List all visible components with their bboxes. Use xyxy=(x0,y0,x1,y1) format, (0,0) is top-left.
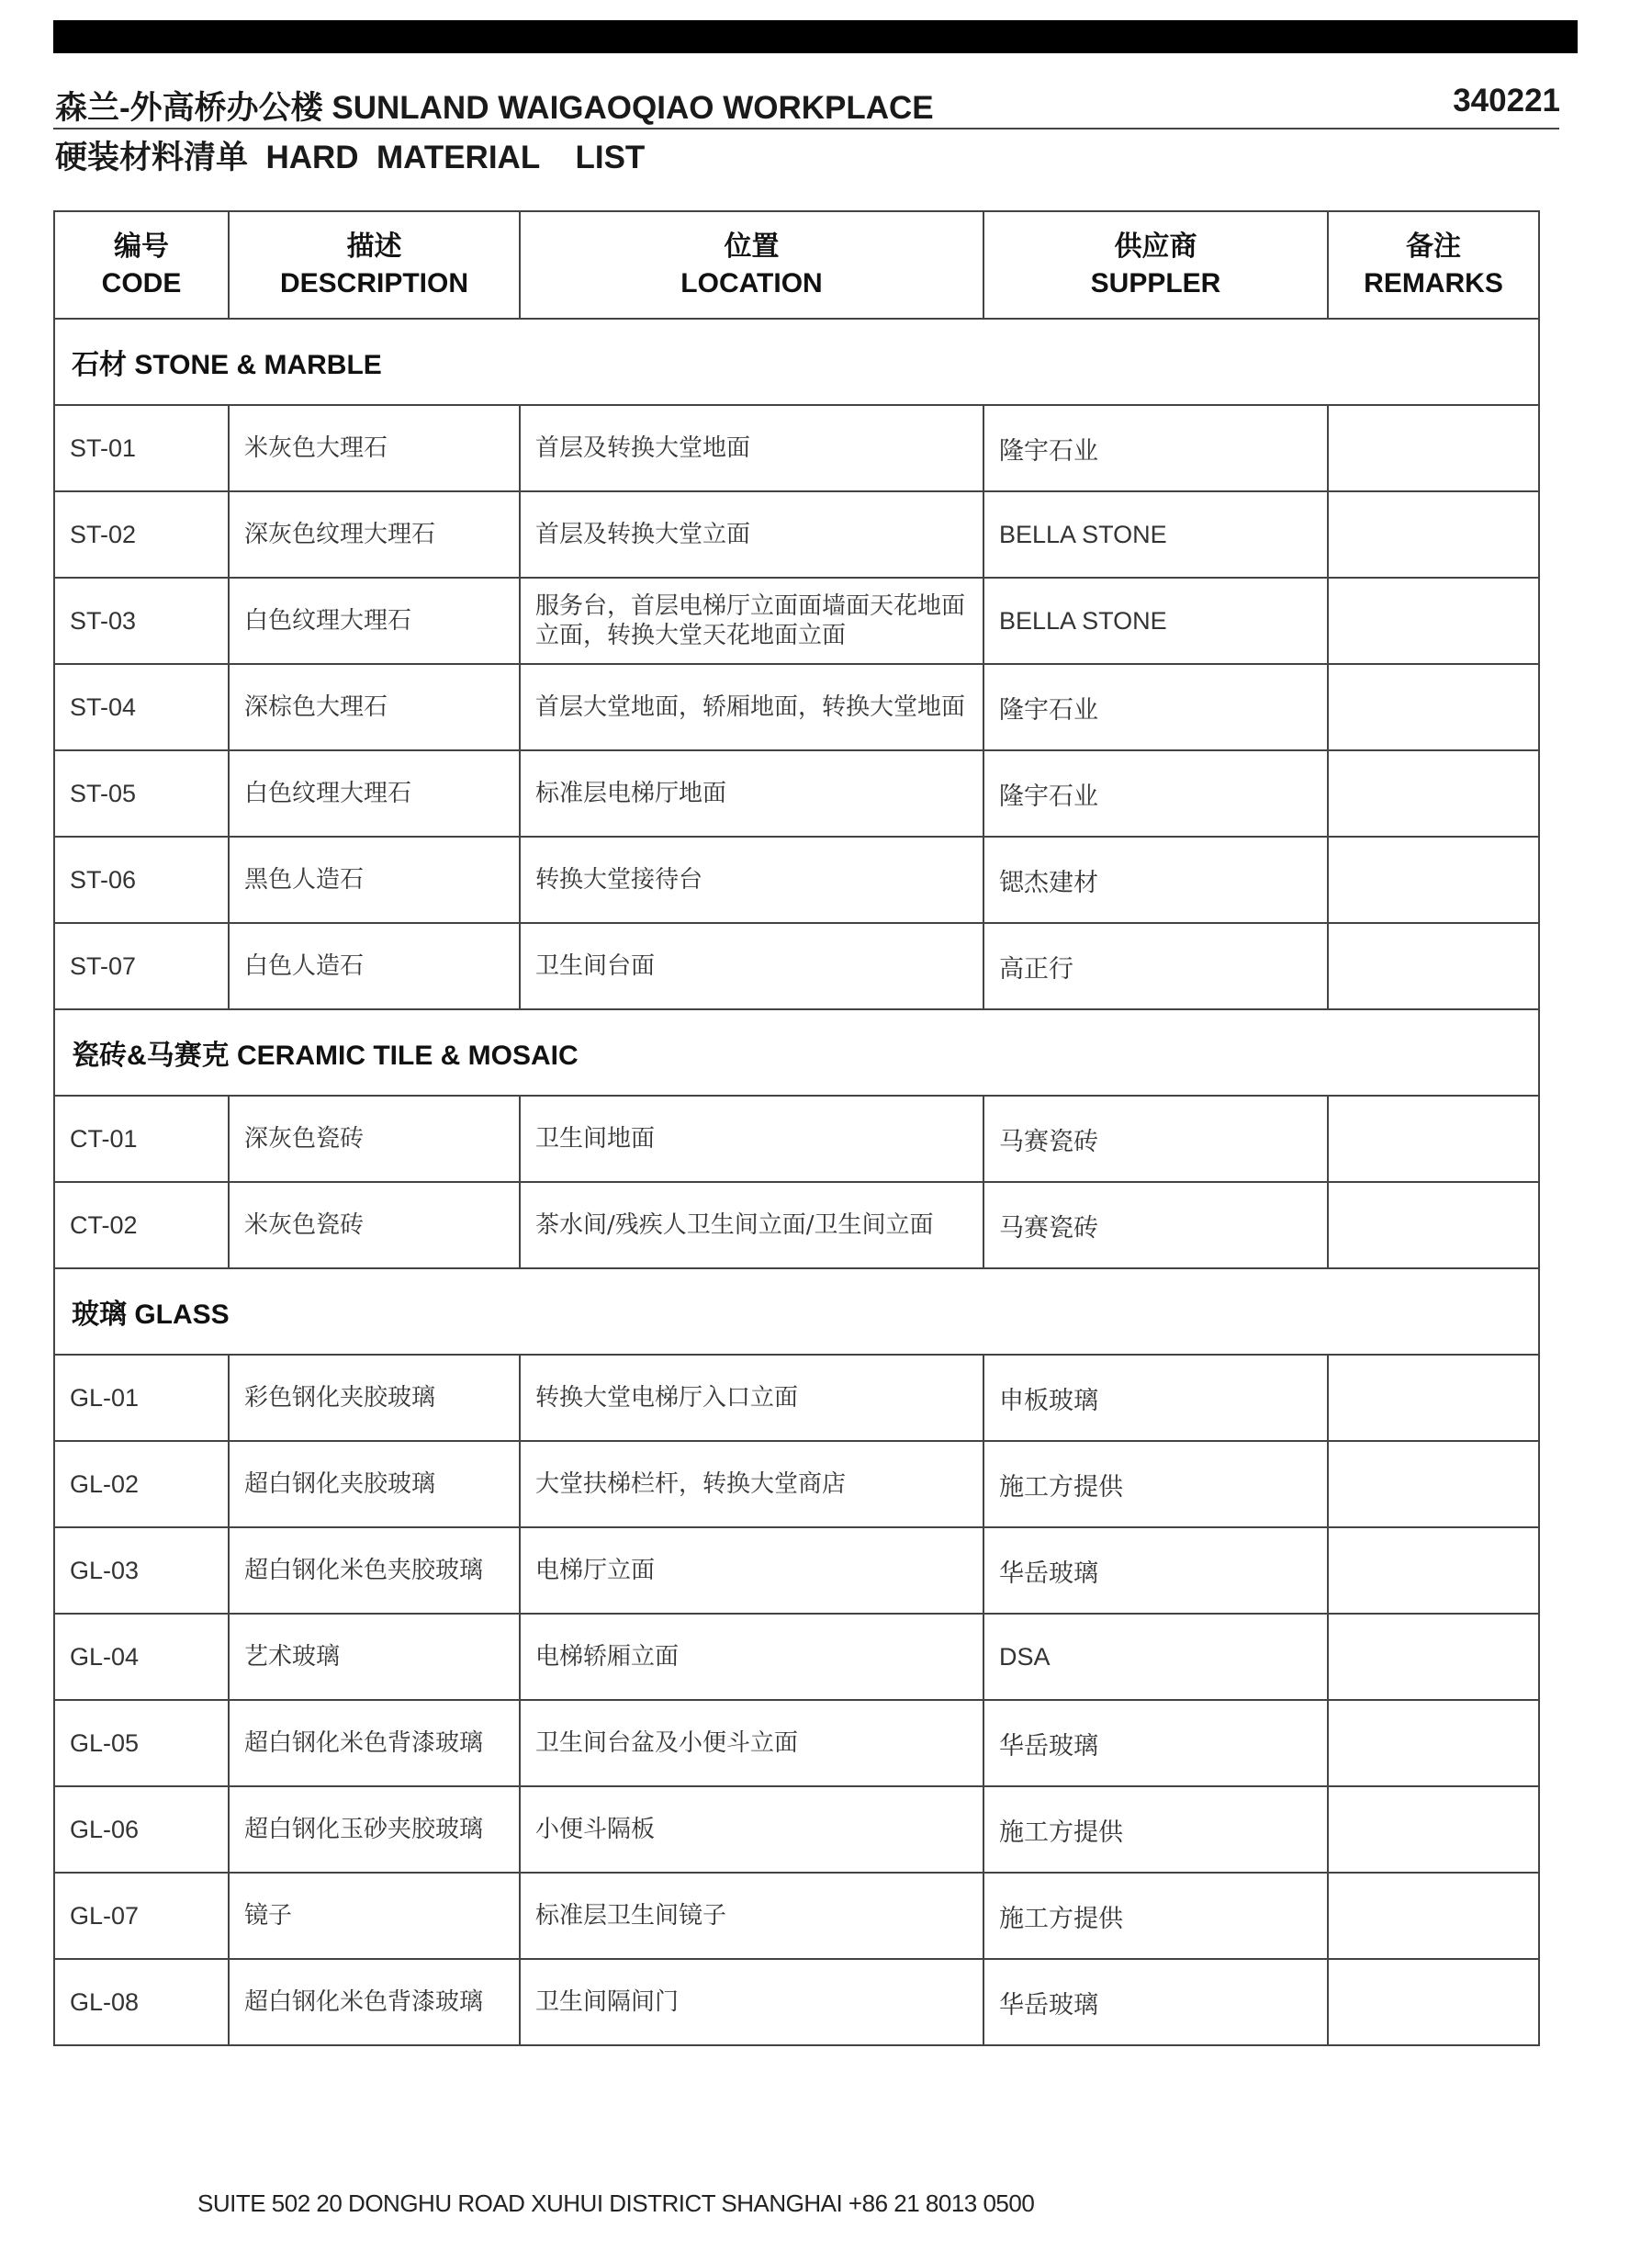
description-cell: 艺术玻璃 xyxy=(229,1614,520,1700)
description-cell: 超白钢化米色夹胶玻璃 xyxy=(229,1527,520,1614)
table-row xyxy=(54,1786,1539,1873)
section-header-row xyxy=(54,319,1539,405)
description-cell: 米灰色瓷砖 xyxy=(229,1182,520,1268)
code-cell: GL-01 xyxy=(54,1355,229,1441)
code-cell: GL-04 xyxy=(54,1614,229,1700)
table-row xyxy=(54,750,1539,837)
column-header-code: 编号 CODE xyxy=(54,211,229,319)
remarks-cell xyxy=(1328,405,1539,491)
document-title: 硬装材料清单 HARD MATERIAL LIST xyxy=(55,140,646,175)
remarks-cell xyxy=(1328,750,1539,837)
table-body xyxy=(54,319,1539,2045)
location-cell: 首层及转换大堂立面 xyxy=(520,491,983,578)
description-cell: 深棕色大理石 xyxy=(229,664,520,750)
supplier-cell: 马赛瓷砖 xyxy=(983,1096,1328,1182)
code-cell: ST-04 xyxy=(54,664,229,750)
table-row xyxy=(54,664,1539,750)
description-cell: 深灰色纹理大理石 xyxy=(229,491,520,578)
supplier-cell: BELLA STONE xyxy=(983,578,1328,664)
code-cell: GL-07 xyxy=(54,1873,229,1959)
remarks-cell xyxy=(1328,1182,1539,1268)
location-cell: 服务台，首层电梯厅立面面墙面天花地面立面，转换大堂天花地面立面 xyxy=(520,578,983,664)
column-header-remarks: 备注 REMARKS xyxy=(1328,211,1539,319)
table-row xyxy=(54,1614,1539,1700)
section-title: 玻璃 GLASS xyxy=(54,1268,1539,1355)
table-row xyxy=(54,1182,1539,1268)
location-cell: 茶水间/残疾人卫生间立面/卫生间立面 xyxy=(520,1182,983,1268)
description-cell: 白色纹理大理石 xyxy=(229,578,520,664)
location-cell: 卫生间隔间门 xyxy=(520,1959,983,2045)
location-cell: 标准层电梯厅地面 xyxy=(520,750,983,837)
location-cell: 首层大堂地面，轿厢地面，转换大堂地面 xyxy=(520,664,983,750)
supplier-cell: BELLA STONE xyxy=(983,491,1328,578)
supplier-cell: 华岳玻璃 xyxy=(983,1527,1328,1614)
project-title: 森兰-外高桥办公楼 SUNLAND WAIGAOQIAO WORKPLACE xyxy=(55,90,934,126)
description-cell: 白色纹理大理石 xyxy=(229,750,520,837)
remarks-cell xyxy=(1328,1527,1539,1614)
section-title: 石材 STONE & MARBLE xyxy=(54,319,1539,405)
supplier-cell: 高正行 xyxy=(983,923,1328,1009)
code-cell: CT-01 xyxy=(54,1096,229,1182)
table-row xyxy=(54,491,1539,578)
project-code: 340221 xyxy=(1453,83,1560,118)
code-cell: ST-05 xyxy=(54,750,229,837)
supplier-cell: 施工方提供 xyxy=(983,1786,1328,1873)
table-row xyxy=(54,923,1539,1009)
table-row xyxy=(54,1527,1539,1614)
supplier-cell: DSA xyxy=(983,1614,1328,1700)
location-cell: 卫生间台盆及小便斗立面 xyxy=(520,1700,983,1786)
remarks-cell xyxy=(1328,1873,1539,1959)
code-cell: GL-06 xyxy=(54,1786,229,1873)
description-cell: 黑色人造石 xyxy=(229,837,520,923)
supplier-cell: 申板玻璃 xyxy=(983,1355,1328,1441)
remarks-cell xyxy=(1328,837,1539,923)
location-cell: 转换大堂电梯厅入口立面 xyxy=(520,1355,983,1441)
code-cell: CT-02 xyxy=(54,1182,229,1268)
description-cell: 超白钢化玉砂夹胶玻璃 xyxy=(229,1786,520,1873)
code-cell: GL-05 xyxy=(54,1700,229,1786)
section-header-row xyxy=(54,1009,1539,1096)
description-cell: 深灰色瓷砖 xyxy=(229,1096,520,1182)
location-cell: 小便斗隔板 xyxy=(520,1786,983,1873)
column-header-location: 位置 LOCATION xyxy=(520,211,983,319)
code-cell: GL-08 xyxy=(54,1959,229,2045)
section-header-row xyxy=(54,1268,1539,1355)
remarks-cell xyxy=(1328,1786,1539,1873)
table-row xyxy=(54,1355,1539,1441)
top-black-bar xyxy=(53,20,1578,53)
table-row xyxy=(54,578,1539,664)
remarks-cell xyxy=(1328,578,1539,664)
remarks-cell xyxy=(1328,1441,1539,1527)
remarks-cell xyxy=(1328,664,1539,750)
table-row xyxy=(54,1096,1539,1182)
description-cell: 超白钢化夹胶玻璃 xyxy=(229,1441,520,1527)
remarks-cell xyxy=(1328,491,1539,578)
description-cell: 超白钢化米色背漆玻璃 xyxy=(229,1959,520,2045)
supplier-cell: 华岳玻璃 xyxy=(983,1700,1328,1786)
code-cell: GL-02 xyxy=(54,1441,229,1527)
location-cell: 转换大堂接待台 xyxy=(520,837,983,923)
location-cell: 标准层卫生间镜子 xyxy=(520,1873,983,1959)
remarks-cell xyxy=(1328,923,1539,1009)
supplier-cell: 马赛瓷砖 xyxy=(983,1182,1328,1268)
code-cell: ST-06 xyxy=(54,837,229,923)
table-row xyxy=(54,1700,1539,1786)
location-cell: 电梯厅立面 xyxy=(520,1527,983,1614)
code-cell: ST-02 xyxy=(54,491,229,578)
supplier-cell: 施工方提供 xyxy=(983,1441,1328,1527)
table-row xyxy=(54,1441,1539,1527)
hard-material-table xyxy=(53,210,1540,2046)
description-cell: 镜子 xyxy=(229,1873,520,1959)
supplier-cell: 隆宇石业 xyxy=(983,750,1328,837)
remarks-cell xyxy=(1328,1700,1539,1786)
description-cell: 白色人造石 xyxy=(229,923,520,1009)
supplier-cell: 华岳玻璃 xyxy=(983,1959,1328,2045)
supplier-cell: 隆宇石业 xyxy=(983,664,1328,750)
table-row xyxy=(54,837,1539,923)
remarks-cell xyxy=(1328,1614,1539,1700)
footer-address: SUITE 502 20 DONGHU ROAD XUHUI DISTRICT SHANGHAI +86 21 8013 0500 xyxy=(197,2189,1035,2217)
code-cell: GL-03 xyxy=(54,1527,229,1614)
description-cell: 彩色钢化夹胶玻璃 xyxy=(229,1355,520,1441)
table-header-row xyxy=(54,211,1539,319)
table-row xyxy=(54,405,1539,491)
table-row xyxy=(54,1873,1539,1959)
location-cell: 首层及转换大堂地面 xyxy=(520,405,983,491)
description-cell: 米灰色大理石 xyxy=(229,405,520,491)
remarks-cell xyxy=(1328,1096,1539,1182)
location-cell: 卫生间台面 xyxy=(520,923,983,1009)
remarks-cell xyxy=(1328,1355,1539,1441)
code-cell: ST-01 xyxy=(54,405,229,491)
code-cell: ST-07 xyxy=(54,923,229,1009)
description-cell: 超白钢化米色背漆玻璃 xyxy=(229,1700,520,1786)
supplier-cell: 隆宇石业 xyxy=(983,405,1328,491)
location-cell: 电梯轿厢立面 xyxy=(520,1614,983,1700)
location-cell: 卫生间地面 xyxy=(520,1096,983,1182)
section-title: 瓷砖&马赛克 CERAMIC TILE & MOSAIC xyxy=(54,1009,1539,1096)
code-cell: ST-03 xyxy=(54,578,229,664)
table-row xyxy=(54,1959,1539,2045)
header-divider xyxy=(53,128,1559,129)
supplier-cell: 施工方提供 xyxy=(983,1873,1328,1959)
remarks-cell xyxy=(1328,1959,1539,2045)
column-header-description: 描述 DESCRIPTION xyxy=(229,211,520,319)
supplier-cell: 锶杰建材 xyxy=(983,837,1328,923)
location-cell: 大堂扶梯栏杆，转换大堂商店 xyxy=(520,1441,983,1527)
column-header-supplier: 供应商 SUPPLER xyxy=(983,211,1328,319)
